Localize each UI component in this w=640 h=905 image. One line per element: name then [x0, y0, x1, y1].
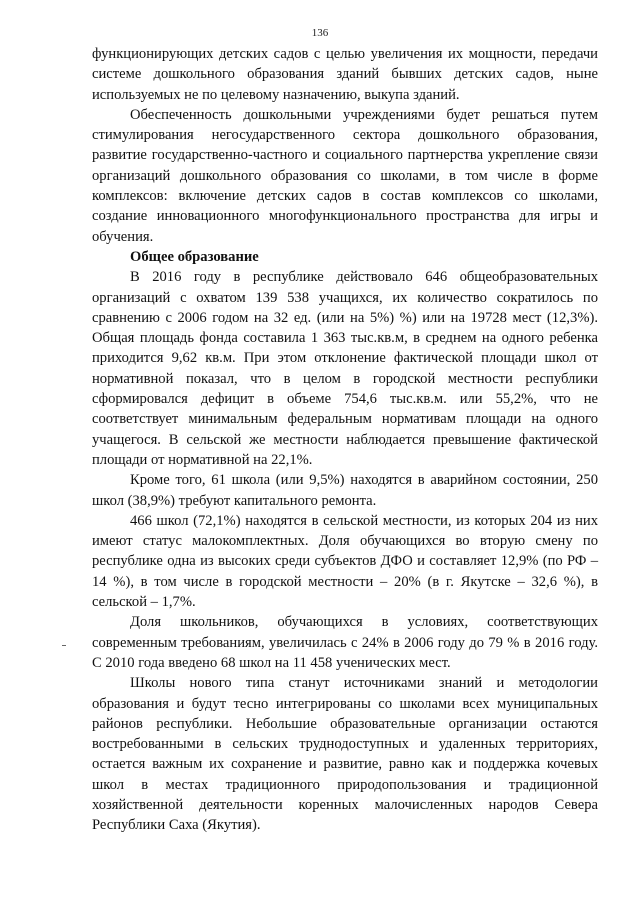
document-body: [92, 44, 598, 836]
paragraph-modern-conditions: Доля школьников, обучающихся в условиях, соответствующих современным требованиям, увеличилась с 24% в 2006 году до 79 % в 2016 году. С 2010 года введено 68 школ на 11 458 ученических мест.: [92, 614, 598, 671]
page-number: 136: [311, 27, 329, 39]
margin-mark: [62, 645, 66, 646]
paragraph-schools-2016: В 2016 году в республике действовало 646 общеобразовательных организаций с охватом 139 538 учащихся, их количество сократилось по сравнению с 2006 годом на 32 ед. (или на 5%) %) или на 19728 мест (12,3%). Общая площадь фонда составила 1 363 тыс.кв.м, в среднем на одного ребенка приходится 9,62 кв.м. При этом отклонение фактической площади школ от нормативной показал, что в целом в городской местности республики сформировался дефицит в объеме 754,6 тыс.кв.м. или 55,2%, что не соответствует минимальным федеральным нормативам площади на одного учащегося. В сельской же местности наблюдается превышение фактической площади от нормативной на 22,1%.: [92, 269, 598, 468]
paragraph-kindergartens-continued: функционирующих детских садов с целью увеличения их мощности, передачи системе дошкольного образования зданий бывших детских садов, ныне используемых не по целевому назначению, выкупа зданий.: [92, 46, 598, 103]
paragraph-new-type-schools: Школы нового типа станут источниками знаний и методологии образования и будут тесно интегрированы со школами всех муниципальных районов республики. Небольшие образовательные организации остаются востребованными в сельских труднодоступных и удаленных территориях, остается важным их сохранение и развитие, равно как и поддержка кочевых школ в местах традиционного природопользования и традиционной хозяйственной деятельности коренных малочисленных народов Севера Республики Саха (Якутия).: [92, 675, 598, 834]
section-heading-general-education: Общее образование: [130, 248, 259, 265]
paragraph-preschool-provision: Обеспеченность дошкольными учреждениями будет решаться путем стимулирования негосударственного сектора дошкольного образования, развитие государственно-частного и социального партнерства укрепление связи организаций дошкольного образования со школами, в том числе в форме комплексов: включение детских садов в состав комплексов со школами, создание инновационного многофункционального пространства для игры и обучения.: [92, 106, 598, 245]
paragraph-emergency-schools: Кроме того, 61 школа (или 9,5%) находятся в аварийном состоянии, 250 школ (38,9%) требуют капитального ремонта.: [92, 472, 598, 509]
paragraph-rural-schools: 466 школ (72,1%) находятся в сельской местности, из которых 204 из них имеют статус малокомплектных. Доля обучающихся во вторую смену по республике одна из высоких среди субъектов ДФО и составляет 12,9% (по РФ – 14 %), в том числе в городской местности – 20% (в г. Якутске – 32,6 %), в сельской – 1,7%.: [92, 512, 598, 611]
